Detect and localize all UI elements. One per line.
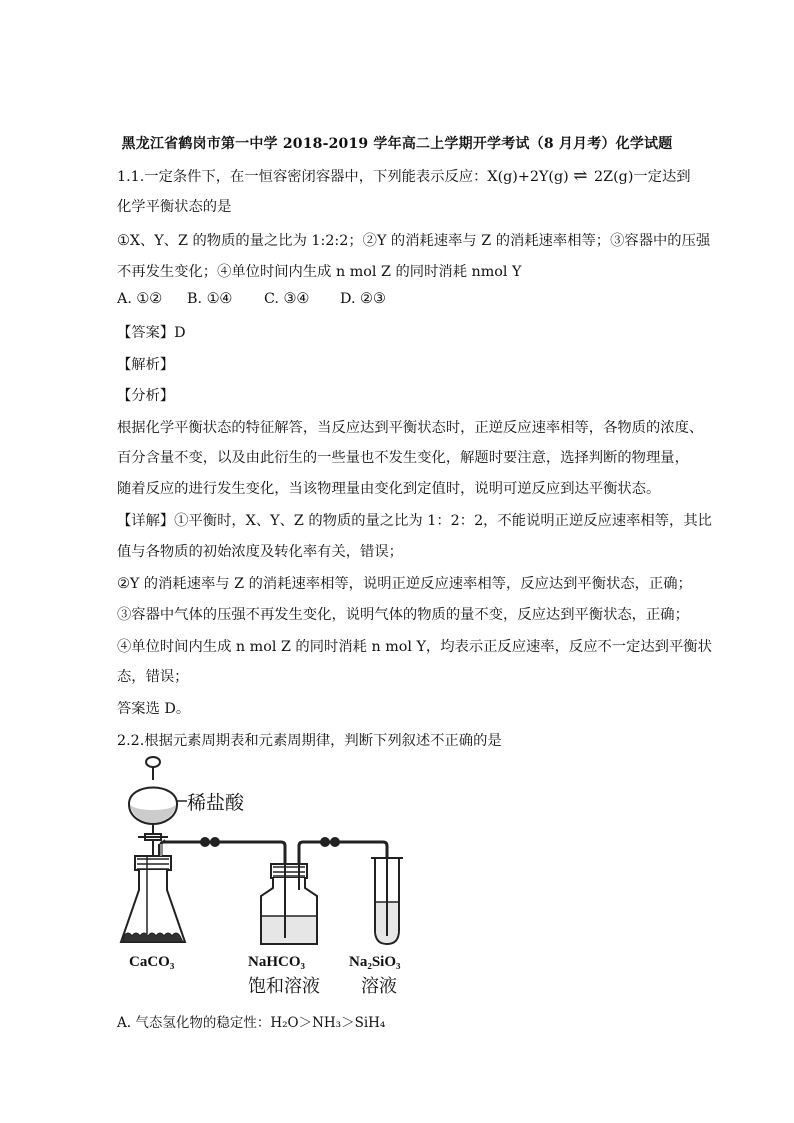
- q1-final-answer: 答案选 D。: [117, 701, 191, 717]
- apparatus-diagram: [113, 752, 413, 1000]
- q1-answer: 【答案】D: [117, 325, 186, 341]
- q1-analysis-line: 根据化学平衡状态的特征解答，当反应达到平衡状态时，正逆反应速率相等，各物质的浓度、: [117, 420, 704, 436]
- q1-analysis-line: 百分含量不变，以及由此衍生的一些量也不发生变化，解题时要注意，选择判断的物理量，: [117, 450, 689, 466]
- q1-detail-line: ③容器中气体的压强不再发生变化，说明气体的物质的量不变，反应达到平衡状态，正确；: [117, 607, 689, 623]
- flask-label: CaCO₃: [129, 954, 175, 970]
- q2-option-a: A. 气态氢化物的稳定性：H₂O＞NH₃＞SiH₄: [117, 1015, 386, 1031]
- tube-label-formula: Na₂SiO₃: [349, 954, 401, 970]
- q1-detail-line: ②Y 的消耗速率与 Z 的消耗速率相等，说明正逆反应速率相等，反应达到平衡状态，正确；: [117, 576, 692, 592]
- q1-option-d: D. ②③: [340, 291, 386, 307]
- tube-label-solution: 溶液: [361, 976, 397, 996]
- page-title: 黑龙江省鹤岗市第一中学 2018-2019 学年高二上学期开学考试（8 月月考）化学试题: [121, 136, 673, 152]
- q1-stem-line4: 不再发生变化；④单位时间内生成 n mol Z 的同时消耗 nmol Y: [117, 264, 522, 280]
- q1-option-a: A. ①②: [117, 291, 163, 307]
- q1-option-b: B. ①④: [187, 291, 233, 307]
- bottle-label-formula: NaHCO₃: [248, 954, 305, 970]
- q1-stem-line1: [117, 166, 697, 186]
- q1-stem-line3: ①X、Y、Z 的物质的量之比为 1:2:2；②Y 的消耗速率与 Z 的消耗速率相等；③容器中的压强: [117, 233, 711, 249]
- q2-stem: 2.2.根据元素周期表和元素周期律，判断下列叙述不正确的是: [117, 733, 502, 749]
- bottle-label-solution: 饱和溶液: [248, 976, 320, 996]
- q1-detail-line: ④单位时间内生成 n mol Z 的同时消耗 n mol Y，均表示正反应速率，反应不一定达到平衡状: [117, 639, 712, 655]
- conical-flask-icon: [121, 840, 185, 942]
- q1-analysis-line: 随着反应的进行发生变化，当该物理量由变化到定值时，说明可逆反应到达平衡状态。: [117, 481, 661, 497]
- funnel-label: 稀盐酸: [187, 793, 245, 814]
- q1-options: [117, 291, 697, 307]
- q1-detail-line: 值与各物质的初始浓度及转化率有关，错误；: [117, 544, 403, 560]
- q1-option-c: C. ③④: [264, 291, 310, 307]
- test-tube-icon: [371, 848, 403, 944]
- q1-stem-post: 2Z(g)一定达到: [589, 169, 691, 185]
- q1-fenxi-heading: 【分析】: [117, 388, 175, 404]
- q1-detail-line: 态，错误；: [117, 669, 189, 685]
- equilibrium-arrow-icon: ⇌: [573, 166, 590, 186]
- q1-jiexi-heading: 【解析】: [117, 357, 175, 373]
- q1-stem-pre: 1.1.一定条件下，在一恒容密闭容器中，下列能表示反应：X(g)+2Y(g): [117, 169, 574, 185]
- q1-detail-line: 【详解】①平衡时，X、Y、Z 的物质的量之比为 1：2：2，不能说明正逆反应速率相等，其比: [117, 513, 712, 529]
- q1-stem-line2: 化学平衡状态的是: [117, 199, 232, 215]
- wash-bottle-icon: [261, 864, 317, 944]
